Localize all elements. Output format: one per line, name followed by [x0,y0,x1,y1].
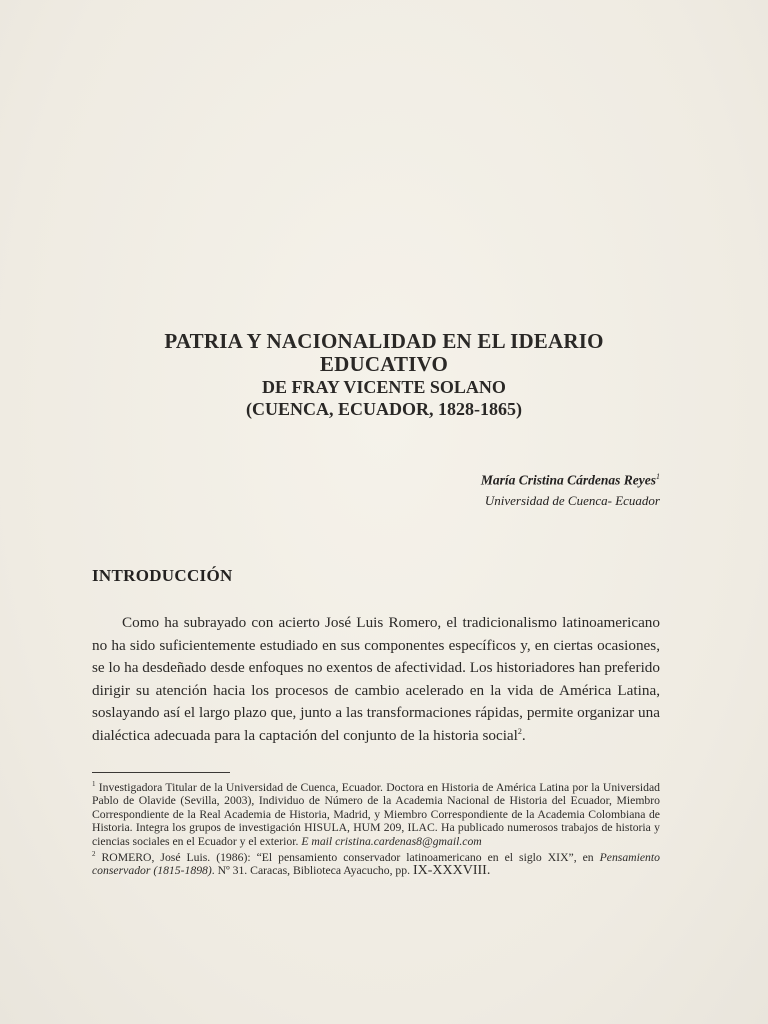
title-line-2: EDUCATIVO [319,352,449,376]
author-footnote-ref: 1 [656,472,660,481]
article-title [60,330,708,420]
footnote-2-text: ROMERO, José Luis. (1986): “El pensamiento conservador latinoamericano en el siglo XIX”, en [95,850,600,864]
footnote-2-book-title: Pensamiento conservador (1815-1898) [92,850,660,878]
body-paragraph-text: Como ha subrayado con acierto José Luis Romero, el tradicionalismo latinoamericano no ha sido suficientemente estudiado en sus componentes específicos y, en ciertas ocasiones, se lo ha desdeñado desde enfoques no exentos de afectividad. Los historiadores han preferido dirigir su atención hacia los procesos de cambio acelerado en la vida de América Latina, soslayando así el largo plazo que, junto a las transformaciones rápidas, permite organizar una dialéctica adecuada para la captación del conjunto de la historia social [92,614,660,744]
footnote-1-text: Investigadora Titular de la Universidad de Cuenca, Ecuador. Doctora en Historia de América Latina por la Universidad Pablo de Olavide (Sevilla, 2003), Individuo de Número de la Academia Nacional de Historia del Ecuador, Miembro Correspondiente de la Real Academia de Historia, Madrid, y Miembro Correspondiente de la Academia Colombiana de Historia. Integra los grupos de investigación HISULA, HUM 209, ILAC. Ha publicado numerosos trabajos de historia y ciencias sociales en el Ecuador y el exterior. [92,780,660,848]
footnote-1-number: 1 [92,780,96,788]
author-affiliation: Universidad de Cuenca- Ecuador [484,492,660,508]
footnote-1-email: E mail cristina.cardenas8@gmail.com [301,834,482,848]
footnote-divider [92,772,230,773]
footnote-2-rest: . Nº 31. Caracas, Biblioteca Ayacucho, pp. [211,864,413,878]
footnote-1 [92,778,660,848]
title-line-1: PATRIA Y NACIONALIDAD EN EL IDEARIO [164,329,604,353]
author-block [481,467,660,511]
author-name [481,467,660,491]
footnote-2 [92,848,660,878]
body-footnote-ref: 2 [517,726,522,736]
body-paragraph [92,612,660,747]
footnotes [92,778,660,878]
title-line-4: (CUENCA, ECUADOR, 1828-1865) [246,399,522,419]
footnote-2-pages: IX-XXXVIII. [412,863,491,879]
author-name-text: María Cristina Cárdenas Reyes [480,472,656,488]
title-line-3: DE FRAY VICENTE SOLANO [262,377,506,397]
section-heading: INTRODUCCIÓN [92,566,233,585]
body-paragraph-end: . [521,726,526,744]
footnote-2-number: 2 [92,849,96,858]
